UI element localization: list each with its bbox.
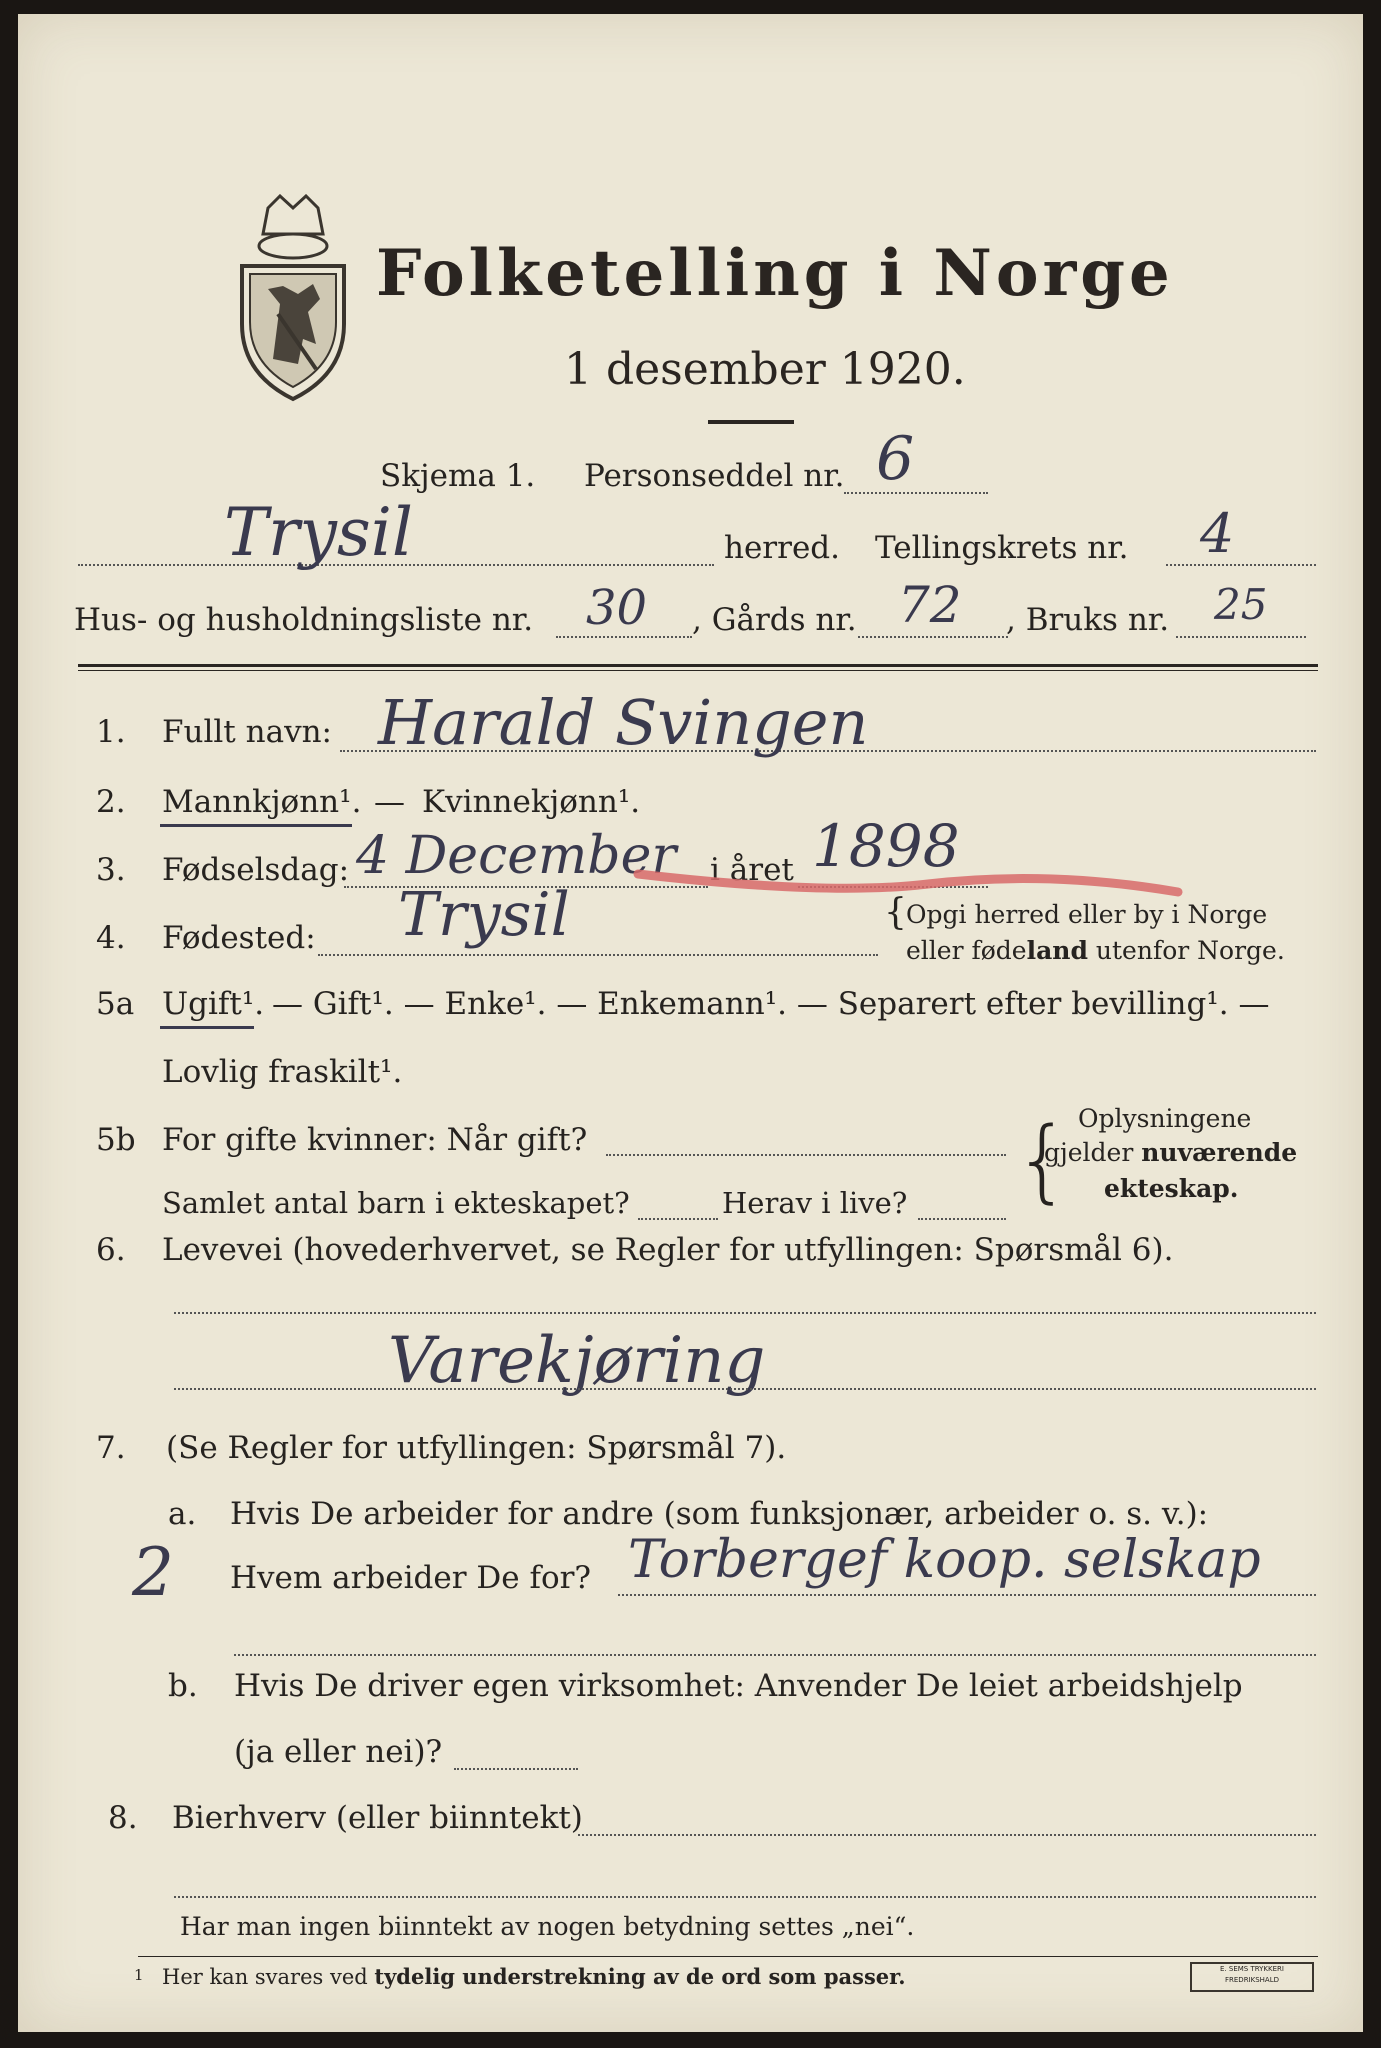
q5b-note-2b: nuværende	[1141, 1138, 1298, 1167]
q5a-line2: Lovlig fraskilt¹.	[162, 1054, 403, 1090]
q7-number: 7.	[96, 1430, 126, 1466]
q4-line	[318, 954, 878, 956]
norwegian-coat-of-arms-icon	[228, 194, 358, 404]
q6-label: Levevei (hovederhvervet, se Regler for utfyllingen: Spørsmål 6).	[162, 1232, 1174, 1268]
q5b-number: 5b	[96, 1122, 136, 1158]
q6-value: Varekjøring	[388, 1324, 766, 1398]
q5b-label-2: Samlet antal barn i ekteskapet?	[162, 1186, 630, 1220]
q2-kvinne: Kvinnekjønn¹.	[422, 784, 641, 820]
tellingskrets-line	[1166, 564, 1316, 566]
q5b-label-3: Herav i live?	[722, 1186, 908, 1220]
q8-line-1	[578, 1834, 1316, 1836]
hus-value: 30	[586, 580, 648, 636]
bruks-value: 25	[1214, 580, 1268, 629]
q5a-options: — Gift¹. — Enke¹. — Enkemann¹. — Separert efter bevilling¹. —	[272, 986, 1270, 1022]
q7a-label-2: Hvem arbeider De for?	[230, 1560, 592, 1596]
q7a-letter: a.	[168, 1496, 197, 1532]
form-title: Folketelling i Norge	[376, 236, 1174, 311]
tellingskrets-label: Tellingskrets nr.	[875, 530, 1129, 566]
herred-label: herred.	[724, 530, 840, 566]
title-divider	[708, 420, 794, 424]
q5b-brace: {	[1014, 1108, 1072, 1213]
q7b-label-2: (ja eller nei)?	[234, 1734, 443, 1770]
q3-year-label: i året	[710, 852, 794, 888]
q5b-note-1: Oplysningene	[1078, 1104, 1252, 1133]
q7b-letter: b.	[168, 1668, 198, 1704]
q6-line-2	[174, 1388, 1316, 1390]
q4-note-2c: utenfor Norge.	[1087, 936, 1285, 965]
q2-mann: Mannkjønn¹.	[162, 784, 362, 820]
q4-label: Fødested:	[162, 920, 316, 956]
q7-label: (Se Regler for utfyllingen: Spørsmål 7).	[166, 1430, 787, 1466]
hus-line	[556, 636, 692, 638]
gards-label: , Gårds nr.	[692, 602, 857, 638]
q5b-line-3	[918, 1218, 1006, 1220]
q3-year-value: 1898	[812, 812, 960, 880]
q2-separator: —	[374, 784, 405, 820]
q5b-line-2	[638, 1218, 718, 1220]
q5b-line-1	[606, 1154, 1006, 1156]
q4-note-1: Opgi herred eller by i Norge	[906, 900, 1268, 929]
skjema-label: Skjema 1.	[380, 458, 536, 494]
section-rule-bottom	[78, 670, 1318, 671]
personseddel-label: Personseddel nr.	[584, 458, 845, 494]
q1-value: Harald Svingen	[378, 686, 869, 759]
q7b-line	[454, 1768, 578, 1770]
q8-label: Bierhverv (eller biinntekt)	[172, 1800, 583, 1836]
q4-value: Trysil	[398, 880, 570, 950]
q7a-value: Torbergef koop. selskap	[628, 1530, 1261, 1590]
q7a-label: Hvis De arbeider for andre (som funksjonær, arbeider o. s. v.):	[230, 1496, 1209, 1532]
q5a-underline	[160, 1026, 254, 1029]
printer-stamp: E. SEMS TRYKKERI FREDRIKSHALD	[1190, 1962, 1314, 1992]
census-form	[18, 14, 1363, 2032]
q8-line-2	[174, 1896, 1316, 1898]
q8-note: Har man ingen biinntekt av nogen betydning settes „nei“.	[180, 1912, 915, 1941]
q7b-label: Hvis De driver egen virksomhet: Anvender De leiet arbeidshjelp	[234, 1668, 1243, 1704]
q5b-note-2a: gjelder	[1044, 1138, 1142, 1167]
q1-number: 1.	[96, 714, 126, 750]
footnote-mark: 1	[134, 1966, 144, 1984]
section-rule-top	[78, 664, 1318, 667]
personseddel-line	[844, 492, 988, 494]
gards-value: 72	[898, 576, 962, 634]
q2-underline	[160, 824, 352, 827]
bruks-label: , Bruks nr.	[1006, 602, 1170, 638]
q4-note-2b: land	[1026, 936, 1088, 965]
tellingskrets-value: 4	[1200, 502, 1235, 565]
q4-note-2a: eller føde	[906, 936, 1027, 965]
q6-line-1	[174, 1312, 1316, 1314]
herred-value: Trysil	[224, 494, 413, 571]
footnote-text: Her kan svares ved	[162, 1965, 375, 1989]
q2-number: 2.	[96, 784, 126, 820]
footnote-text-bold: tydelig understrekning av de ord som passer.	[374, 1964, 906, 1989]
personseddel-value: 6	[876, 424, 915, 494]
footer-rule	[138, 1956, 1318, 1957]
q5b-note-3: ekteskap.	[1104, 1174, 1239, 1203]
gards-line	[858, 636, 1008, 638]
hus-label: Hus- og husholdningsliste nr.	[74, 602, 534, 638]
q4-number: 4.	[96, 920, 126, 956]
q7a-line-2	[234, 1654, 1316, 1656]
q3-number: 3.	[96, 852, 126, 888]
red-pencil-stroke	[628, 854, 1188, 904]
census-date: 1 desember 1920.	[564, 344, 966, 395]
q7a-line-1	[618, 1594, 1316, 1596]
q4-brace: {	[884, 892, 907, 933]
q3-label: Fødselsdag:	[162, 852, 350, 888]
left-margin-mark: 2	[132, 1534, 174, 1611]
q8-number: 8.	[108, 1800, 138, 1836]
q5b-label-1: For gifte kvinner: Når gift?	[162, 1122, 588, 1158]
q5a-number: 5a	[96, 986, 135, 1022]
q5a-ugift: Ugift¹.	[162, 986, 265, 1022]
bruks-line	[1176, 636, 1306, 638]
q3-value: 4 December	[356, 826, 677, 886]
q6-number: 6.	[96, 1232, 126, 1268]
q1-label: Fullt navn:	[162, 714, 332, 750]
